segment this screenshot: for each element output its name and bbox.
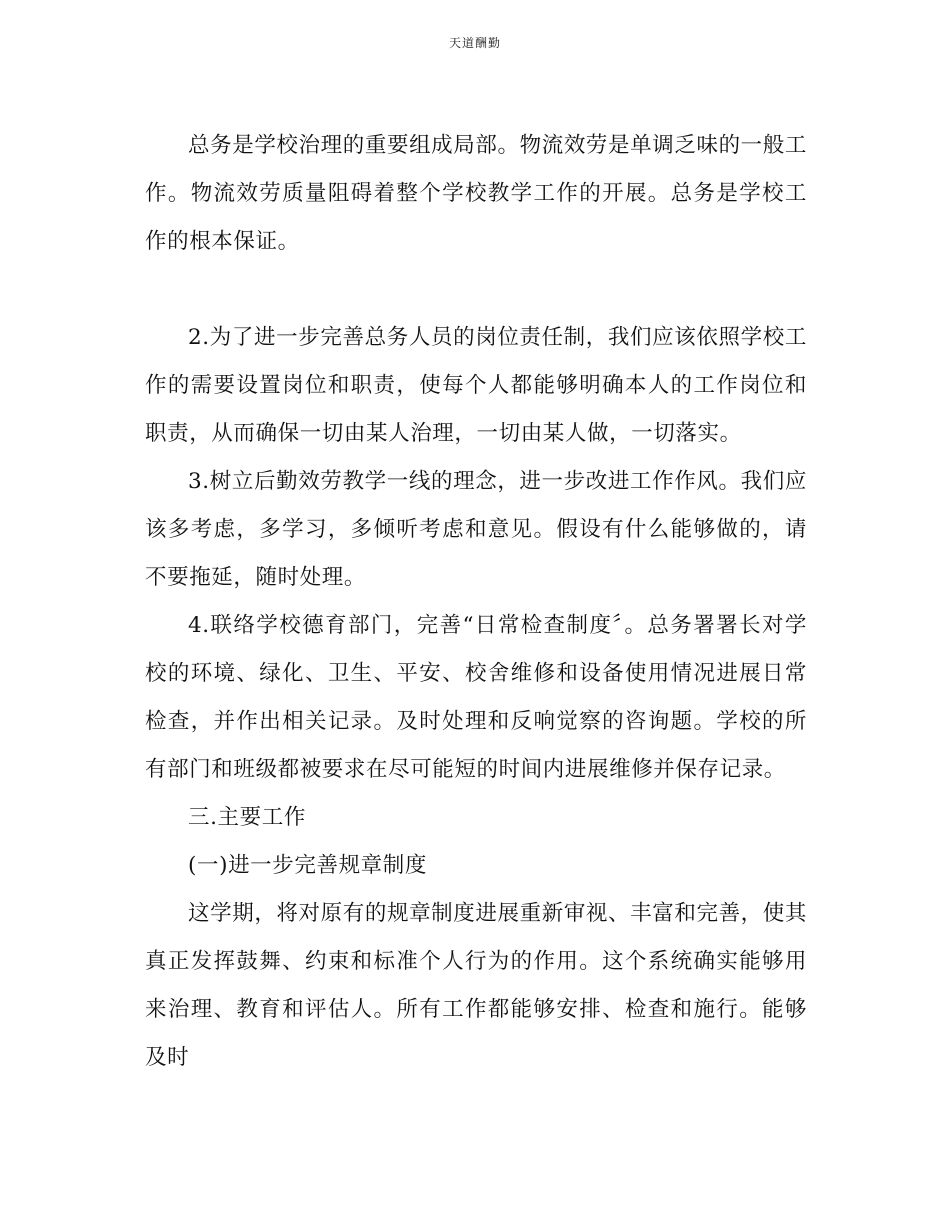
paragraph-gap (145, 266, 807, 314)
paragraph-item-2: 2.为了进一步完善总务人员的岗位责任制，我们应该依照学校工作的需要设置岗位和职责，使每个人都能够明确本人的工作岗位和职责，从而确保一切由某人治理，一切由某人做，一切落实。 (145, 325, 807, 446)
subsection-heading-regulations: (一)进一步完善规章制度 (188, 853, 427, 878)
document-body (145, 122, 807, 1082)
paragraph-item-3: 3.树立后勤效劳教学一线的理念，进一步改进工作作风。我们应该多考虑，多学习，多倾听考虑和意见。假设有什么能够做的，请不要拖延，随时处理。 (145, 469, 807, 590)
section-heading-main-work: 三.主要工作 (188, 805, 306, 830)
page-header: 天道酬勤 (448, 36, 501, 50)
paragraph-item-4: 4.联络学校德育部门，完善“日常检查制度〞。总务署署长对学校的环境、绿化、卫生、平安、校舍维修和设备使用情况进展日常检查，并作出相关记录。及时处理和反响觉察的咨询题。学校的所有部门和班级都被要求在尽可能短的时间内进展维修并保存记录。 (145, 613, 807, 782)
paragraph-regulations: 这学期，将对原有的规章制度进展重新审视、丰富和完善，使其真正发挥鼓舞、约束和标准个人行为的作用。这个系统确实能够用来治理、教育和评估人。所有工作都能够安排、检查和施行。能够及时 (145, 901, 807, 1070)
paragraph-intro: 总务是学校治理的重要组成局部。物流效劳是单调乏味的一般工作。物流效劳质量阻碍着整个学校教学工作的开展。总务是学校工作的根本保证。 (145, 133, 807, 254)
